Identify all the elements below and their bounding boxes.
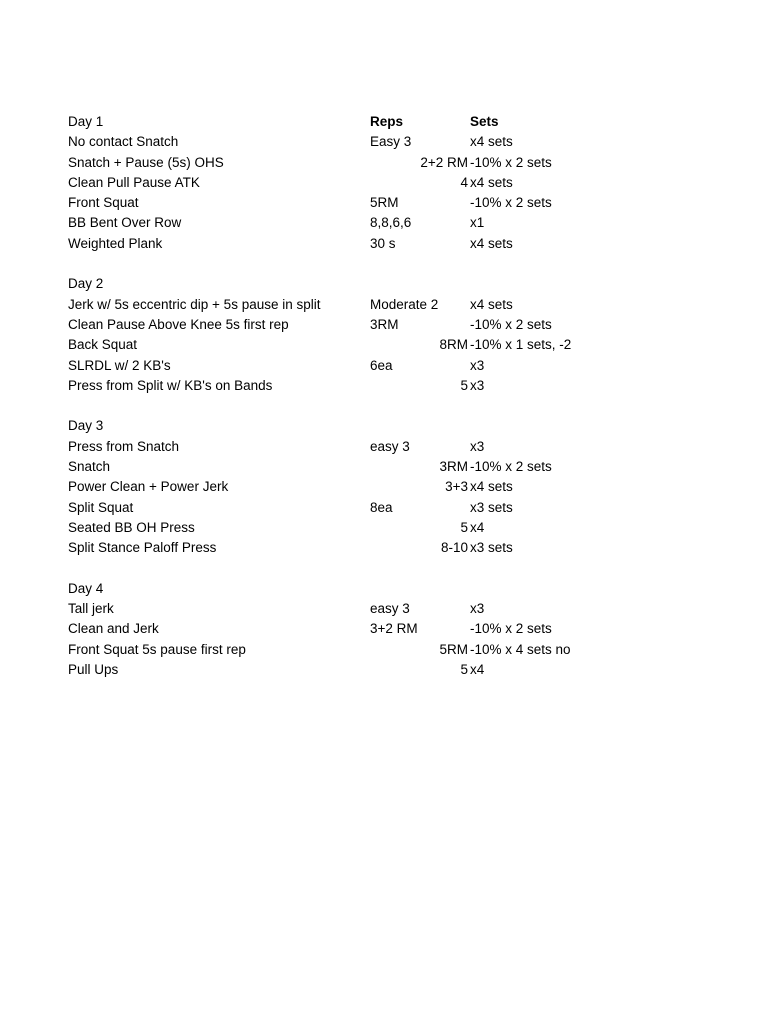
reps-value: 5RM — [439, 641, 468, 657]
exercise-name: Press from Split w/ KB's on Bands — [68, 377, 273, 393]
reps-value: 3+3 — [445, 479, 468, 495]
reps-value: easy 3 — [370, 438, 410, 454]
exercise-row — [0, 619, 768, 639]
exercise-name: Weighted Plank — [68, 235, 163, 251]
workout-spreadsheet — [0, 112, 768, 680]
exercise-row — [0, 234, 768, 254]
reps-column-header: Reps — [370, 114, 404, 129]
sets-value: x4 — [470, 662, 485, 678]
blank-row — [0, 396, 768, 416]
exercise-name: Seated BB OH Press — [68, 519, 195, 535]
reps-value: 3+2 RM — [370, 621, 418, 637]
exercise-name: Clean Pause Above Knee 5s first rep — [68, 316, 289, 332]
exercise-row — [0, 193, 768, 213]
exercise-row — [0, 538, 768, 558]
exercise-name: SLRDL w/ 2 KB's — [68, 357, 171, 373]
exercise-row — [0, 153, 768, 173]
exercise-name: Tall jerk — [68, 601, 114, 617]
exercise-name: Clean and Jerk — [68, 621, 159, 637]
exercise-row — [0, 213, 768, 233]
reps-value: Moderate 2 — [370, 296, 439, 312]
day-heading-row — [0, 274, 768, 294]
sets-value: x3 sets — [470, 499, 513, 515]
sets-value: -10% x 2 sets — [470, 459, 552, 475]
sets-value: -10% x 2 sets — [470, 316, 552, 332]
exercise-row — [0, 315, 768, 335]
exercise-name: Clean Pull Pause ATK — [68, 174, 200, 190]
exercise-row — [0, 599, 768, 619]
exercise-row — [0, 660, 768, 680]
exercise-row — [0, 173, 768, 193]
exercise-name: Split Squat — [68, 499, 134, 515]
day-label: Day 4 — [68, 580, 104, 596]
exercise-name: Back Squat — [68, 337, 138, 353]
reps-value: 5 — [460, 662, 468, 678]
reps-value: 5 — [460, 377, 468, 393]
day-label: Day 3 — [68, 418, 104, 434]
sets-value: x3 sets — [470, 540, 513, 556]
reps-value: 3RM — [370, 316, 399, 332]
header-row — [0, 112, 768, 132]
sets-value: x4 sets — [470, 134, 513, 150]
sets-value: -10% x 2 sets — [470, 621, 552, 637]
exercise-row — [0, 437, 768, 457]
exercise-name: No contact Snatch — [68, 134, 179, 150]
sets-value: -10% x 4 sets no — [470, 641, 571, 657]
sets-value: x3 — [470, 601, 485, 617]
exercise-row — [0, 376, 768, 396]
day-label: Day 2 — [68, 276, 104, 292]
reps-value: easy 3 — [370, 601, 410, 617]
reps-value: 8,8,6,6 — [370, 215, 412, 231]
exercise-name: Pull Ups — [68, 662, 119, 678]
exercise-name: Front Squat 5s pause first rep — [68, 641, 246, 657]
exercise-row — [0, 335, 768, 355]
exercise-row — [0, 132, 768, 152]
sets-value: x3 — [470, 438, 485, 454]
exercise-row — [0, 477, 768, 497]
sets-value: -10% x 2 sets — [470, 195, 552, 211]
reps-value: 6ea — [370, 357, 393, 373]
exercise-name: Jerk w/ 5s eccentric dip + 5s pause in split — [68, 296, 321, 312]
reps-value: 4 — [460, 174, 468, 190]
sets-value: x4 sets — [470, 479, 513, 495]
reps-value: 8RM — [439, 337, 468, 353]
sets-column-header: Sets — [470, 114, 499, 129]
reps-value: 5RM — [370, 195, 399, 211]
exercise-name: Power Clean + Power Jerk — [68, 479, 229, 495]
exercise-name: Front Squat — [68, 195, 139, 211]
sets-value: -10% x 1 sets, -2 — [470, 337, 572, 353]
reps-value: 30 s — [370, 235, 396, 251]
sets-value: -10% x 2 sets — [470, 154, 552, 170]
blank-row — [0, 254, 768, 274]
blank-row — [0, 559, 768, 579]
reps-value: 3RM — [439, 459, 468, 475]
reps-value: 2+2 RM — [420, 154, 468, 170]
sets-value: x4 — [470, 519, 485, 535]
exercise-row — [0, 295, 768, 315]
day-heading-row — [0, 416, 768, 436]
exercise-name: Split Stance Paloff Press — [68, 540, 217, 556]
reps-value: 8-10 — [440, 540, 468, 556]
exercise-row — [0, 640, 768, 660]
sets-value: x3 — [470, 377, 485, 393]
sets-value: x4 sets — [470, 174, 513, 190]
exercise-name: Press from Snatch — [68, 438, 180, 454]
sets-value: x4 sets — [470, 235, 513, 251]
sets-value: x4 sets — [470, 296, 513, 312]
exercise-name: Snatch — [68, 459, 111, 475]
day-label: Day 1 — [68, 114, 104, 129]
exercise-row — [0, 457, 768, 477]
exercise-row — [0, 498, 768, 518]
exercise-row — [0, 518, 768, 538]
sets-value: x3 — [470, 357, 485, 373]
reps-value: Easy 3 — [370, 134, 412, 150]
day-heading-row — [0, 579, 768, 599]
sets-value: x1 — [470, 215, 485, 231]
exercise-name: Snatch + Pause (5s) OHS — [68, 154, 224, 170]
reps-value: 5 — [460, 519, 468, 535]
exercise-name: BB Bent Over Row — [68, 215, 182, 231]
reps-value: 8ea — [370, 499, 393, 515]
exercise-row — [0, 356, 768, 376]
